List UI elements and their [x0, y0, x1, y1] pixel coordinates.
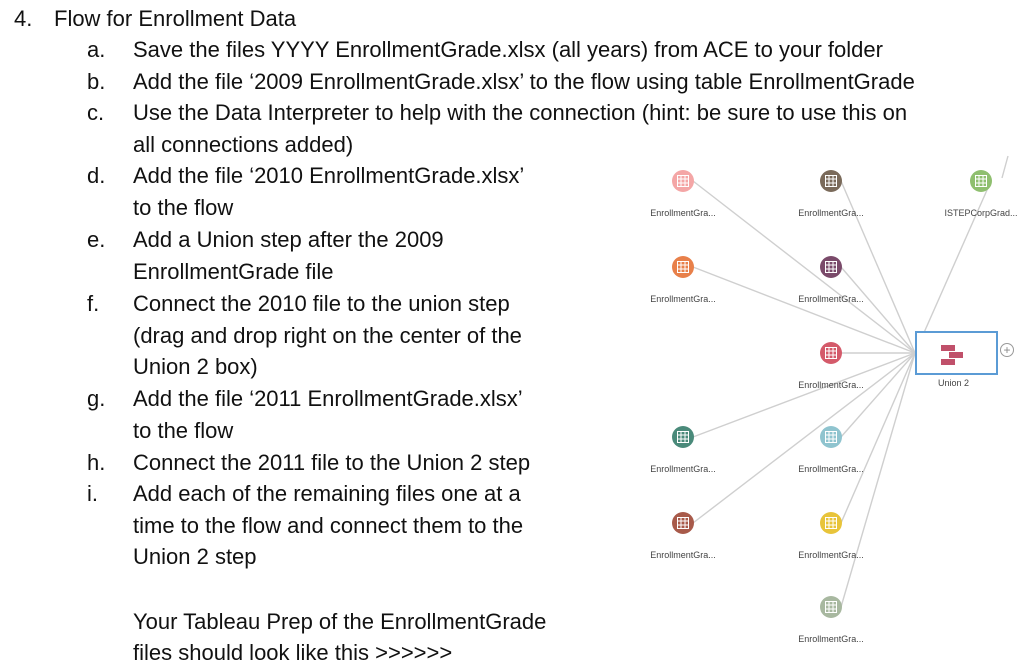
table-icon	[677, 431, 689, 443]
input-node-label: EnrollmentGra...	[798, 208, 864, 218]
input-node[interactable]	[820, 342, 842, 364]
step-line: (drag and drop right on the center of the	[133, 322, 522, 348]
step-line: to the flow	[133, 417, 234, 443]
step-line: Add a Union step after the 2009	[133, 227, 444, 252]
table-icon	[825, 601, 837, 613]
step-line: to the flow	[133, 194, 234, 220]
step-letter: f.	[87, 291, 100, 316]
step-body	[133, 447, 530, 479]
input-node[interactable]	[672, 512, 694, 534]
step-body	[133, 288, 522, 383]
input-node[interactable]	[970, 170, 992, 192]
step-body	[133, 478, 523, 573]
step-line: Connect the 2010 file to the union step	[133, 291, 510, 316]
connection-line	[693, 181, 915, 353]
closing-line: files should look like this >>>>>>	[133, 640, 453, 665]
input-node[interactable]	[820, 426, 842, 448]
union-label: Union 2	[938, 378, 970, 388]
connection-line	[915, 181, 991, 353]
input-node-label: EnrollmentGra...	[798, 294, 864, 304]
heading-text: Flow for Enrollment Data	[54, 6, 297, 31]
step-line: Add the file ‘2011 EnrollmentGrade.xlsx’	[133, 386, 523, 411]
heading-number: 4.	[14, 6, 33, 31]
input-node-label: EnrollmentGra...	[798, 634, 864, 644]
step-letter: d.	[87, 163, 106, 188]
input-node-label: EnrollmentGra...	[798, 380, 864, 390]
step-letter: i.	[87, 481, 98, 506]
step-body	[133, 160, 524, 223]
step-letter: g.	[87, 386, 106, 411]
input-node[interactable]	[820, 170, 842, 192]
flow-connections	[590, 150, 1024, 668]
connection-line	[693, 353, 915, 523]
table-icon	[677, 175, 689, 187]
connection-line	[841, 353, 915, 523]
step-line: EnrollmentGrade file	[133, 258, 334, 284]
connection-line	[841, 353, 915, 607]
closing-line: Your Tableau Prep of the EnrollmentGrade	[133, 609, 547, 634]
input-node[interactable]	[820, 256, 842, 278]
step-letter: b.	[87, 69, 106, 94]
step-line: Add each of the remaining files one at a	[133, 481, 521, 506]
input-node[interactable]	[820, 596, 842, 618]
input-node-label: EnrollmentGra...	[650, 550, 716, 560]
connection-line	[841, 353, 915, 437]
step-letter: e.	[87, 227, 106, 252]
connection-line	[841, 267, 915, 353]
step-line: all connections added)	[133, 131, 354, 157]
union-step-box[interactable]	[915, 331, 998, 375]
connection-line	[693, 267, 915, 353]
input-node[interactable]	[672, 426, 694, 448]
step-letter: h.	[87, 450, 106, 475]
step-line: Save the files YYYY EnrollmentGrade.xlsx (all years) from ACE to your folder	[133, 37, 883, 62]
heading	[14, 4, 296, 34]
table-icon	[677, 517, 689, 529]
input-node-label: ISTEPCorpGrad...	[944, 208, 1018, 218]
step-letter: a.	[87, 37, 106, 62]
input-node-label: EnrollmentGra...	[798, 550, 864, 560]
step-body	[133, 224, 444, 287]
table-icon	[825, 431, 837, 443]
input-node-label: EnrollmentGra...	[650, 294, 716, 304]
step-line: Union 2 step	[133, 544, 257, 570]
table-icon	[825, 175, 837, 187]
table-icon	[677, 261, 689, 273]
tableau-prep-flow	[590, 150, 1024, 668]
connection-line	[693, 353, 915, 437]
union-icon	[941, 345, 973, 365]
step-line: Add the file ‘2009 EnrollmentGrade.xlsx’ to the flow using table EnrollmentGrade	[133, 69, 915, 94]
table-icon	[825, 517, 837, 529]
step-line: Union 2 box)	[133, 354, 258, 380]
table-icon	[825, 347, 837, 359]
step-line: Use the Data Interpreter to help with the connection (hint: be sure to use this on	[133, 100, 908, 125]
step-line: Add the file ‘2010 EnrollmentGrade.xlsx’	[133, 163, 525, 188]
step-line: time to the flow and connect them to the	[133, 512, 524, 538]
table-icon	[975, 175, 987, 187]
step-body	[133, 34, 883, 66]
add-step-icon[interactable]: +	[1000, 343, 1014, 357]
table-icon	[825, 261, 837, 273]
input-node-label: EnrollmentGra...	[650, 464, 716, 474]
input-node[interactable]	[820, 512, 842, 534]
step-body	[133, 66, 915, 98]
input-node-label: EnrollmentGra...	[798, 464, 864, 474]
connection-line	[1002, 156, 1008, 178]
step-line: Connect the 2011 file to the Union 2 step	[133, 450, 531, 475]
input-node-label: EnrollmentGra...	[650, 208, 716, 218]
step-body	[133, 383, 523, 446]
step-letter: c.	[87, 100, 105, 125]
input-node[interactable]	[672, 170, 694, 192]
connection-line	[841, 181, 915, 353]
input-node[interactable]	[672, 256, 694, 278]
